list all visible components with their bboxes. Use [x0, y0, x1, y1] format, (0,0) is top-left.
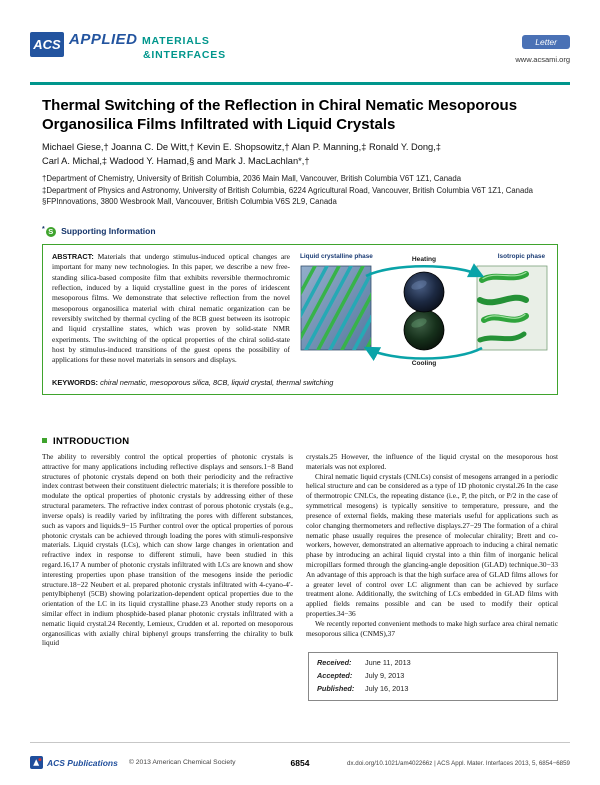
supporting-info-label: Supporting Information — [61, 226, 156, 236]
affiliations — [42, 173, 540, 208]
received-date: June 11, 2013 — [365, 658, 411, 668]
article-title: Thermal Switching of the Reflection in Chiral Nematic Mesoporous Organosilica Films Infiltrated with Liquid Crystals — [42, 97, 518, 134]
page-number: 6854 — [290, 758, 310, 768]
footer-rule — [30, 742, 570, 743]
paragraph-intro-3: We recently reported convenient methods to make high surface area chiral nematic mesoporous silica (CNMS),37 — [306, 618, 558, 638]
keywords-text: chiral nematic, mesoporous silica, 8CB, liquid crystal, thermal switching — [100, 378, 334, 387]
acs-logo-box — [30, 32, 64, 57]
publisher-logo-icon — [30, 756, 43, 769]
supporting-info-link[interactable] — [42, 226, 156, 237]
affiliation-chemistry: †Department of Chemistry, University of British Columbia, 2036 Main Mall, Vancouver, British Columbia V6T 1Z1, Canada — [42, 174, 462, 183]
journal-url-link[interactable]: www.acsami.org — [515, 55, 570, 64]
graphical-abstract-art — [300, 254, 548, 366]
asterisk-icon: * — [42, 226, 45, 233]
accepted-label: Accepted: — [317, 671, 353, 681]
figure-label-heating: Heating — [411, 256, 437, 263]
figure-label-cooling: Cooling — [411, 360, 437, 367]
keywords-line — [52, 371, 548, 387]
authors-line-1: Michael Giese,† Joanna C. De Witt,† Kevin E. Shopsowitz,† Alan P. Manning,‡ Ronald Y. Dong,‡ — [42, 142, 441, 152]
paragraph-intro-1: The ability to reversibly control the optical properties of photonic crystals is attractive for many applications including reflective displays and sensors.1−8 Band structures of photonic crystals depend on both their periodicity and the refractive index contrast between their constituent dielectric materials; it is therefore possible to modulate the optical properties of photonic crystals by addressing either of these structural parameters. The refractive index contrast of porous photonic crystals (e.g., inverse opals) is readily varied by infiltrating the pores with different substances, such as vapors and liquids.9−15 Further control over the optical properties of porous photonic crystals can be achieved through loading the pores with stimuli-responsive materials. Liquid crystals (LCs), which can show large changes in orientation and refractive index in response to different stimuli, have been studied in this regard.16,17 A number of photonic crystals infiltrated with LCs are known and show interesting properties upon phase transition of the mesogens inside the periodic structure.18−22 Neubert et al. prepared photonic crystals infiltrated with 4-cyano-4′-pentylbiphenyl (5CB) showing polarization-dependent optical properties due to the orientation of the LC in its liquid crystalline phase.23 Another study reports on a similar effect in indium phosphide-based planar photonic crystals infiltrated with a nematic liquid crystal.24 Recently, Lemieux, Crudden et al. reported on mesoporous organosilicas with axially chiral biphenyl groups transferring the chirality to bulk liquid — [42, 452, 293, 648]
received-label: Received: — [317, 658, 352, 668]
abstract-label: ABSTRACT: — [52, 252, 94, 261]
published-label: Published: — [317, 683, 355, 693]
section-heading-introduction — [42, 436, 129, 447]
received-row — [317, 657, 549, 670]
published-date: July 16, 2013 — [365, 683, 409, 693]
section-square-icon — [42, 438, 47, 443]
doi-link[interactable]: dx.doi.org/10.1021/am402266z | ACS Appl. Mater. Interfaces 2013, 5, 6854−6859 — [347, 760, 570, 767]
header-rule — [30, 82, 570, 85]
film-photo-isotropic — [404, 310, 444, 350]
affiliation-physics: ‡Department of Physics and Astronomy, University of British Columbia, 6224 Agricultural Road, Vancouver, British Columbia V6T 1Z1, Canada — [42, 185, 534, 195]
acs-logo-text: ACS — [33, 37, 61, 52]
wordmark-materials: MATERIALS — [141, 35, 210, 47]
paragraph-intro-2: Chiral nematic liquid crystals (CNLCs) consist of mesogens arranged in a periodic helical structure and can be considered as a type of 1D photonic crystal.26 In the case of thermotropic CNLCs, the repeating distance (i.e., P, the pitch, or P/2 in the case of symmetrical mesogens) is typically sensitive to temperature, pressure, and the presence of external fields, making these materials useful for applications such as color changing thermometers and reflective displays.27−29 The formation of a chiral nematic phase usually requires the presence of molecular chirality; Brett and co-workers, however, demonstrated an alternative approach to inducing a chiral nematic phase by introducing an achiral liquid crystal into a thin film of inorganic helical micropillars formed through the glancing-angle deposition (GLAD) technique.30−33 An advantage of this approach is that the high surface area of GLAD films allows for a greater level of control over LC alignment than can be achieved by surface treatment alone. Additionally, the switching of LCs embedded in GLAD films with applied fields remains possible and can be used to modify their optical properties.34−36 — [306, 471, 558, 618]
wordmark-applied: APPLIED — [69, 31, 138, 48]
figure-label-liquid-crystalline: Liquid crystalline phase — [300, 253, 373, 260]
body-columns — [42, 452, 558, 738]
wordmark-interfaces: &INTERFACES — [143, 49, 226, 61]
journal-wordmark — [69, 32, 226, 61]
published-row — [317, 683, 549, 696]
author-list — [42, 141, 558, 169]
accepted-row — [317, 670, 549, 683]
publisher-logo[interactable] — [30, 756, 235, 769]
figure-label-isotropic: Isotropic phase — [497, 253, 545, 260]
journal-logo — [30, 32, 226, 61]
section-heading-label: INTRODUCTION — [53, 436, 130, 447]
authors-line-2: Carl A. Michal,‡ Wadood Y. Hamad,§ and Mark J. MacLachlan*,† — [42, 155, 310, 166]
paragraph-intro-1-cont: crystals.25 However, the influence of the liquid crystal on the mesoporous host materials was not explored. — [306, 452, 558, 471]
publisher-name: ACS Publications — [47, 757, 118, 768]
body-column-left — [42, 452, 293, 738]
affiliation-fpinnovations: §FPInnovations, 3800 Wesbrook Mall, Vancouver, British Columbia V6S 2L9, Canada — [42, 197, 337, 207]
footer — [30, 753, 570, 769]
body-column-right — [306, 452, 558, 738]
accepted-date: July 9, 2013 — [365, 671, 405, 681]
abstract-box — [42, 244, 558, 395]
abstract-text: Materials that undergo stimulus-induced optical changes are important for many new technologies. In this paper, we describe a new free-standing silica-based composite film that exhibits reversible thermochromic reflection, induced by a liquid crystalline guest in the pores of iridescent mesoporous films. We demonstrate that selective reflection from the novel mesoporous organosilica material with chiral nematic organization can be reversibly switched by thermal cycling of the 8CB guest between its isotropic and liquid crystalline states, which was proven by solid-state NMR experiments. The switching of the optical properties of the chiral solid-state host by stimulus-induced transitions of the guest opens the possibility of applications for these novel materials in sensors and displays. — [52, 252, 290, 365]
graphical-abstract — [300, 254, 548, 366]
header-right — [515, 32, 570, 64]
film-photo-liquid-crystal — [404, 272, 444, 312]
supporting-info-icon: S — [46, 227, 56, 237]
dates-box — [308, 652, 558, 700]
article-type-badge: Letter — [522, 35, 570, 49]
keywords-label: KEYWORDS: — [52, 378, 98, 387]
copyright-text: © 2013 American Chemical Society — [128, 759, 236, 766]
